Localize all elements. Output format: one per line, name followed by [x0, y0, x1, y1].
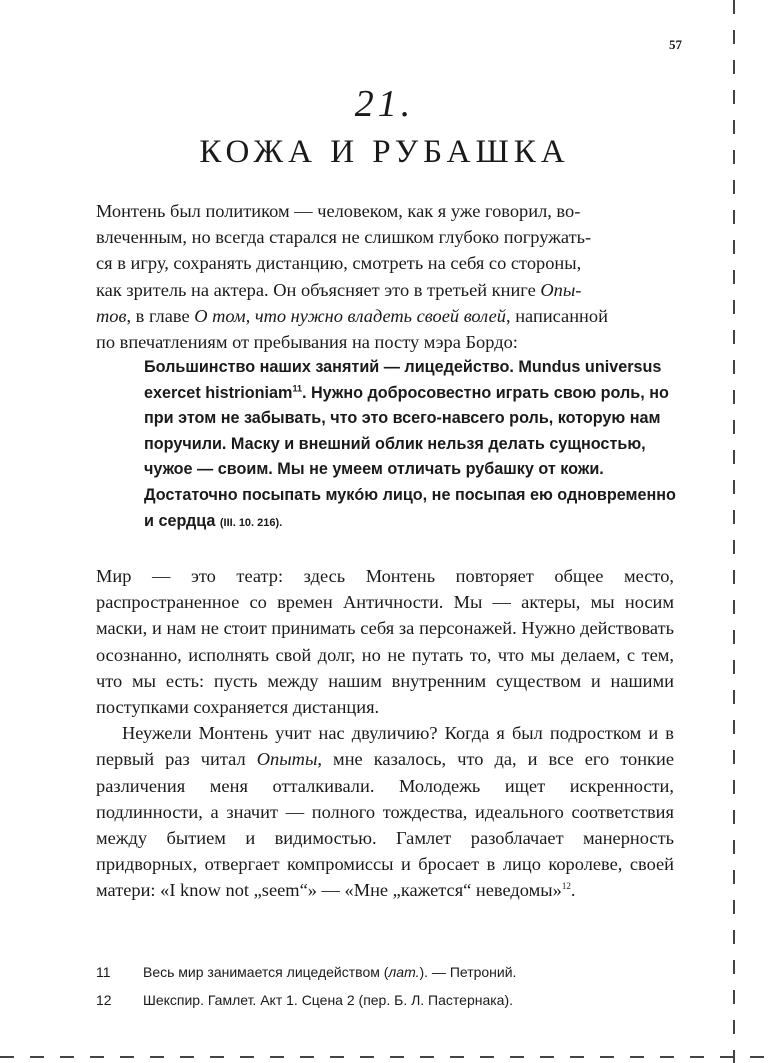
block-quote: [144, 355, 680, 536]
text-run: .: [570, 880, 576, 901]
text-run: Весь мир занимается лицедейством (: [143, 964, 389, 980]
paragraph-hamlet: [96, 720, 674, 903]
footnote-12: [96, 986, 674, 1014]
text-run: как зритель на актера. Он объясняет это в третьей книге: [96, 279, 541, 300]
text-line: [96, 277, 674, 303]
quote-citation: (III. 10. 216).: [219, 516, 283, 529]
text-run: Шекспир. Гамлет. Акт 1. Сцена 2 (пер. Б. Л. Пастернака).: [143, 992, 514, 1008]
text-line: [96, 303, 674, 329]
text-run: Неужели Монтень учит нас двуличию? Когда я был подростком и в первый раз читал: [96, 723, 674, 770]
chapter-title-italic: О том, что нужно владеть своей волей: [194, 305, 507, 326]
quote-text: . Нужно добросовестно играть свою роль, но при этом не забывать, что это всего-навсего роль, которую нам поручили. Маску и внешний облик нельзя делать сущностью, чужое — своим. Мы не умеем отличать рубашку от кожи. Достаточно посыпать мукóю лицо, не посыпая ею одновременно и сердца: [144, 383, 676, 530]
book-title-italic: Опы-: [540, 279, 582, 300]
footnote-number: 11: [96, 964, 111, 980]
footnotes: [96, 958, 674, 1014]
book-title-italic: Опыты: [256, 749, 318, 770]
paragraph-intro: [96, 198, 674, 355]
footnote-ref-11: 11: [292, 383, 302, 394]
crop-mark-right: [733, 0, 735, 1063]
text-line: Монтень был политиком — человеком, как я уже говорил, во-: [96, 201, 581, 221]
text-run: ). — Петроний.: [419, 964, 517, 980]
main-text: [96, 563, 674, 904]
footnote-number: 12: [96, 992, 112, 1008]
text-run-italic: лат.: [388, 964, 420, 980]
footnote-text: [143, 992, 513, 1008]
footnote-text: [143, 964, 516, 980]
paragraph-theatre: Мир — это театр: здесь Монтень повторяет общее место, распространенное со времен Античности. Мы — актеры, мы носим маски, и нам не стоит принимать себя за персонажей. Нужно действовать осознанно, исполнять свой долг, но не путать то, что мы делаем, с тем, что мы есть: пусть между нашим внутренним существом и нашими поступками сохраняется дистанция.: [96, 566, 674, 718]
quote-text: Большинство наших занятий — лицедейство. Mundus universus exercet histrioniam: [144, 358, 662, 402]
footnote-ref-12: 12: [561, 881, 571, 892]
text-line: влеченным, но всегда старался не слишком глубоко погружать-: [96, 227, 592, 248]
text-run: , написанной: [506, 305, 608, 326]
chapter-number: 21.: [354, 83, 415, 125]
text-run: , мне казалось, что да, и все его тонкие различения меня отталкивали. Молодежь ищет искренности, подлинности, а значит — полного тождества, идеального соответствия между бытием и видимостью. Гамлет разоблачает манерность придворных, отвергает компромиссы и бросает в лицо королеве, своей матери: «I know not „seem“» — «Мне „кажется“ неведомы»: [96, 749, 674, 901]
crop-mark-bottom: [0, 1056, 769, 1058]
page-number: 57: [669, 37, 682, 52]
book-title-italic: тов: [96, 305, 127, 326]
text-line: ся в игру, сохранять дистанцию, смотреть на себя со стороны,: [96, 253, 582, 274]
chapter-title: КОЖА И РУБАШКА: [199, 134, 570, 170]
footnote-11: [96, 958, 674, 986]
text-line: по впечатлениям от пребывания на посту мэра Бордо:: [96, 332, 518, 353]
text-run: , в главе: [126, 305, 195, 326]
